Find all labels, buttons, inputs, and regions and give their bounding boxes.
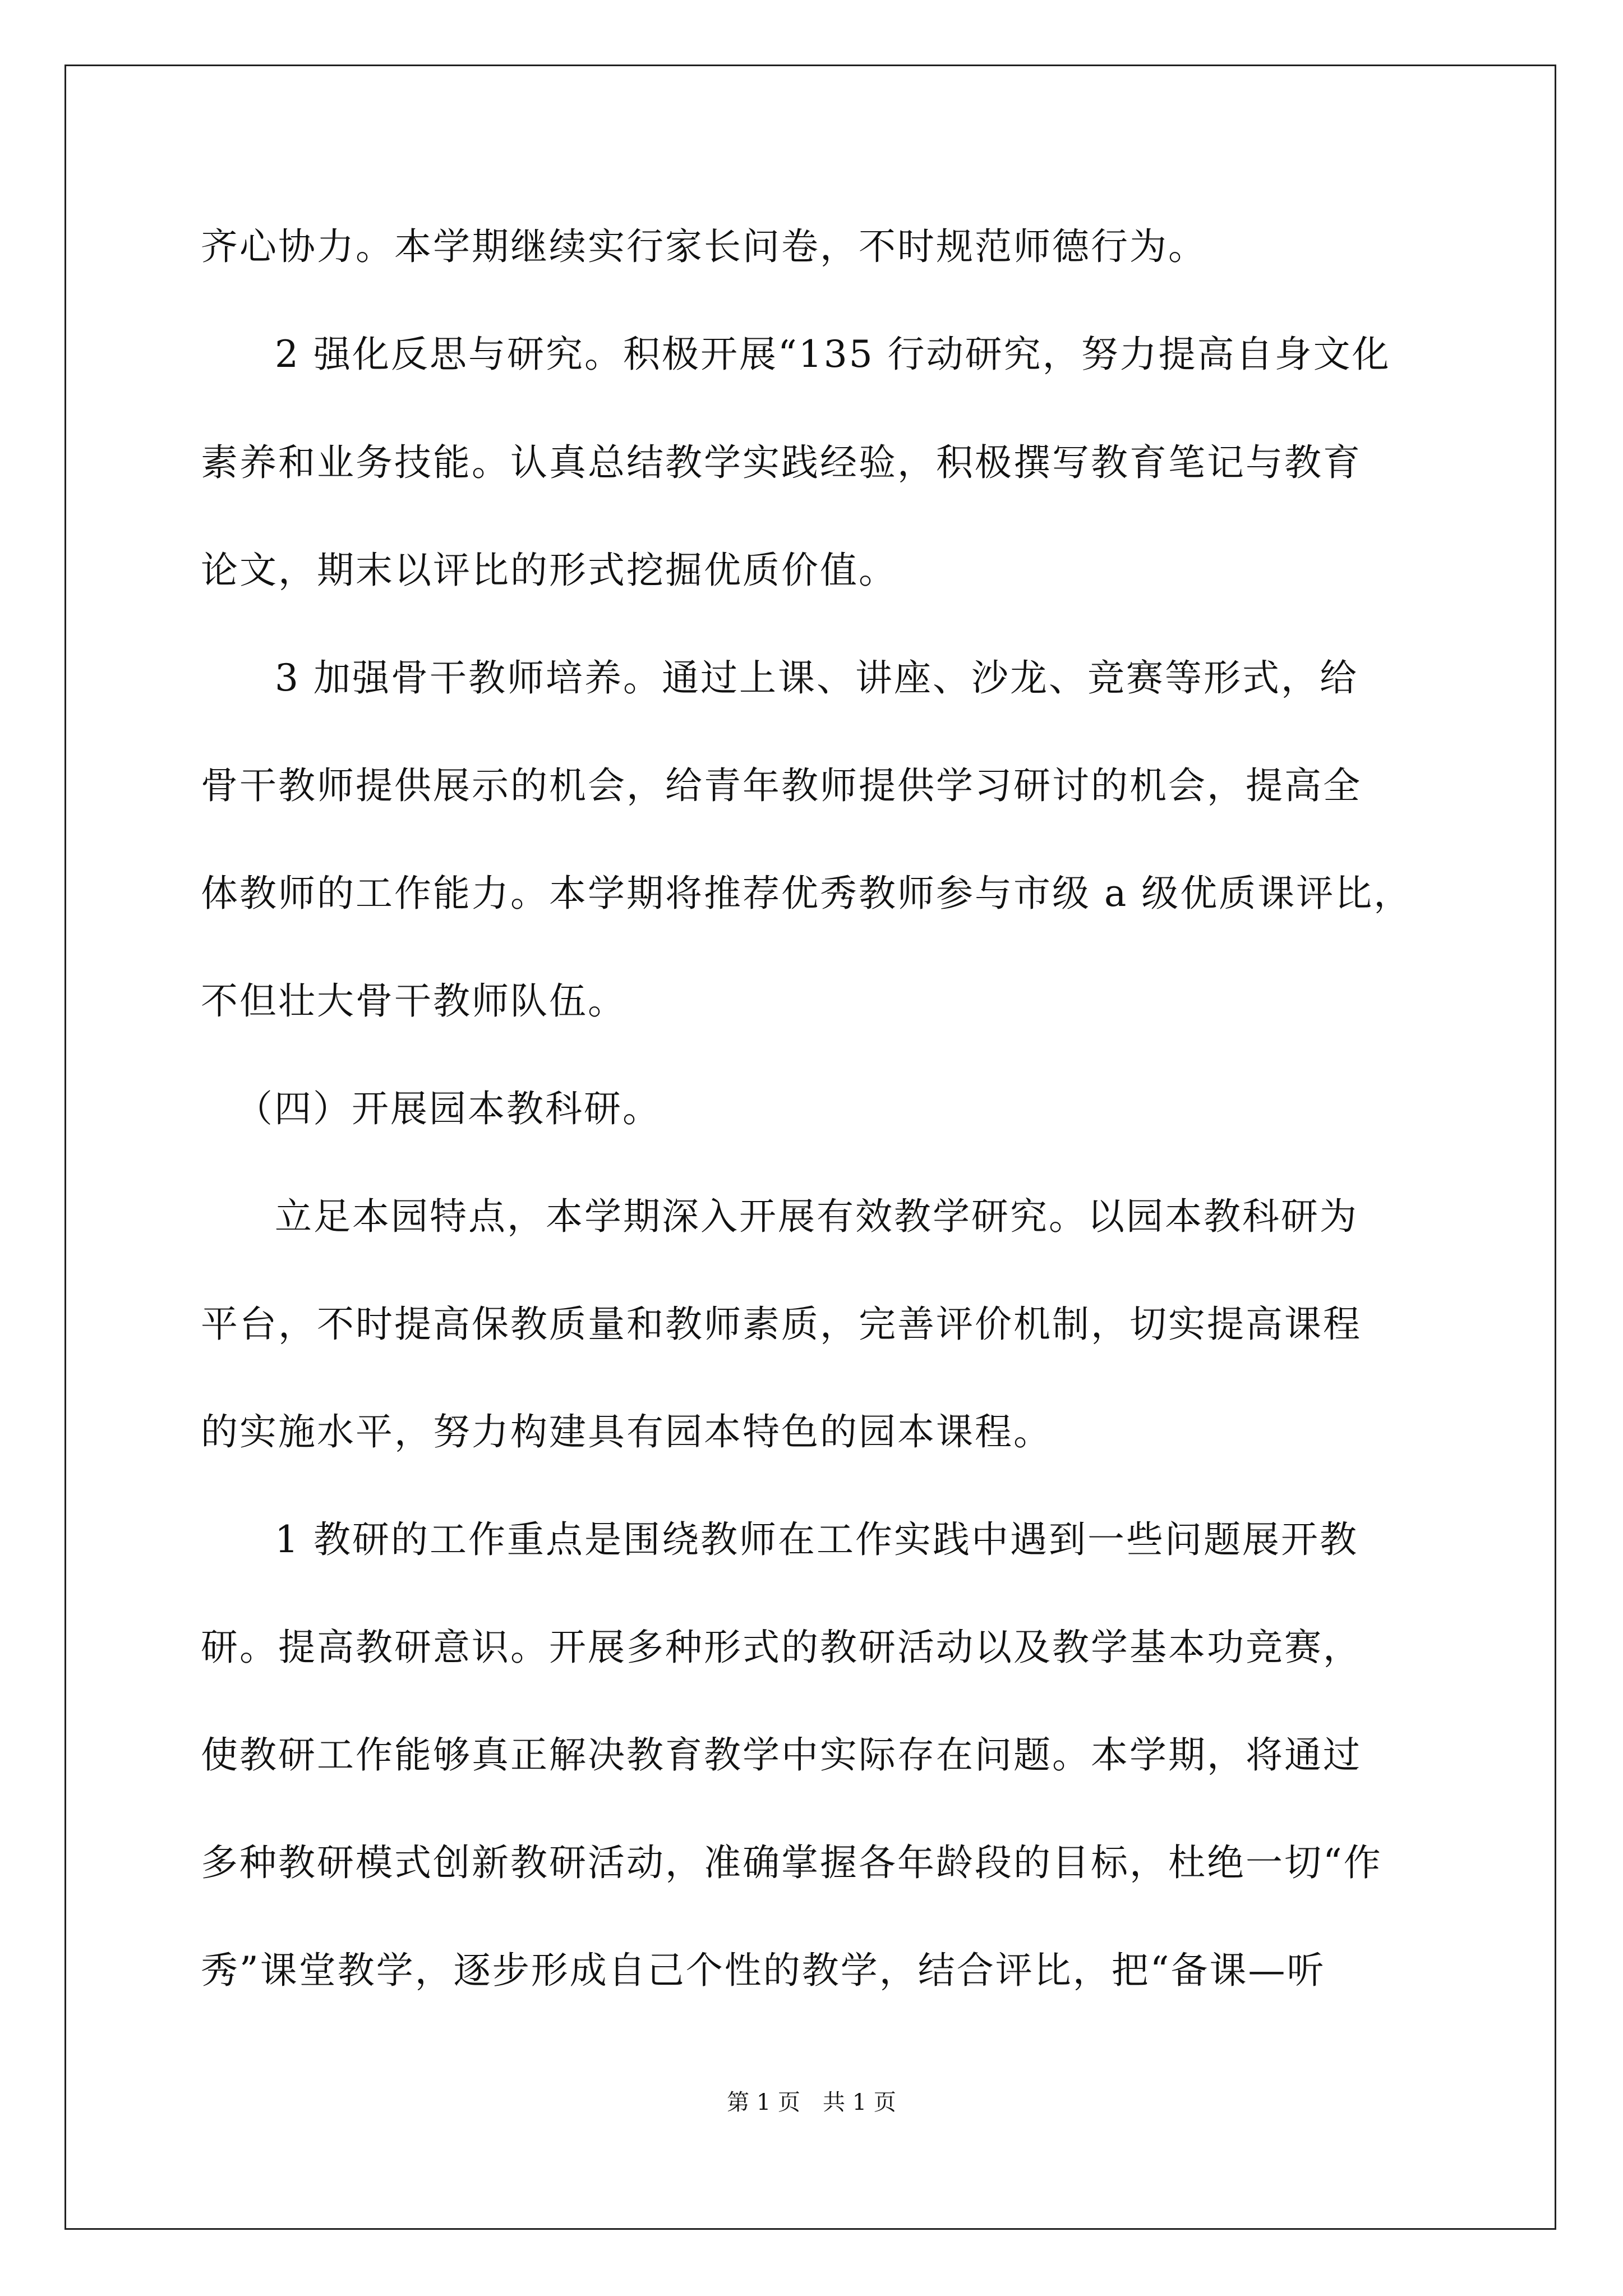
text-line: 1 教研的工作重点是围绕教师在工作实践中遇到一些问题展开教 [275,1518,1358,1561]
text-line: 的实施水平，努力构建具有园本特色的园本课程。 [201,1410,1052,1453]
text-line: 多种教研模式创新教研活动，准确掌握各年龄段的目标，杜绝一切“作 [201,1841,1382,1884]
text-line: 素养和业务技能。认真总结教学实践经验，积极撰写教育笔记与教育 [201,441,1362,484]
page-footer: 第 1 页 共 1 页 [727,2090,896,2115]
text-line: 使教研工作能够真正解决教育教学中实际存在问题。本学期，将通过 [201,1733,1362,1777]
text-line: 骨干教师提供展示的机会，给青年教师提供学习研讨的机会，提高全 [201,764,1362,807]
text-line: 2 强化反思与研究。积极开展“135 行动研究，努力提高自身文化 [275,333,1391,376]
text-line: 秀”课堂教学，逐步形成自己个性的教学，结合评比，把“备课—听 [201,1949,1326,1992]
text-line: 体教师的工作能力。本学期将推荐优秀教师参与市级 a 级优质课评比， [201,872,1413,915]
text-line: 3 加强骨干教师培养。通过上课、讲座、沙龙、竞赛等形式，给 [275,656,1358,700]
section-heading: （四）开展园本教科研。 [236,1087,661,1130]
text-line: 立足本园特点，本学期深入开展有效教学研究。以园本教科研为 [275,1195,1358,1238]
text-line: 不但壮大骨干教师队伍。 [201,979,626,1023]
text-line: 平台，不时提高保教质量和教师素质，完善评价机制，切实提高课程 [201,1303,1362,1346]
page-border [64,65,1556,2230]
text-line: 研。提高教研意识。开展多种形式的教研活动以及教学基本功竞赛， [201,1626,1362,1669]
text-line: 论文，期末以评比的形式挖掘优质价值。 [201,549,897,592]
text-line: 齐心协力。本学期继续实行家长问卷，不时规范师德行为。 [201,225,1207,268]
